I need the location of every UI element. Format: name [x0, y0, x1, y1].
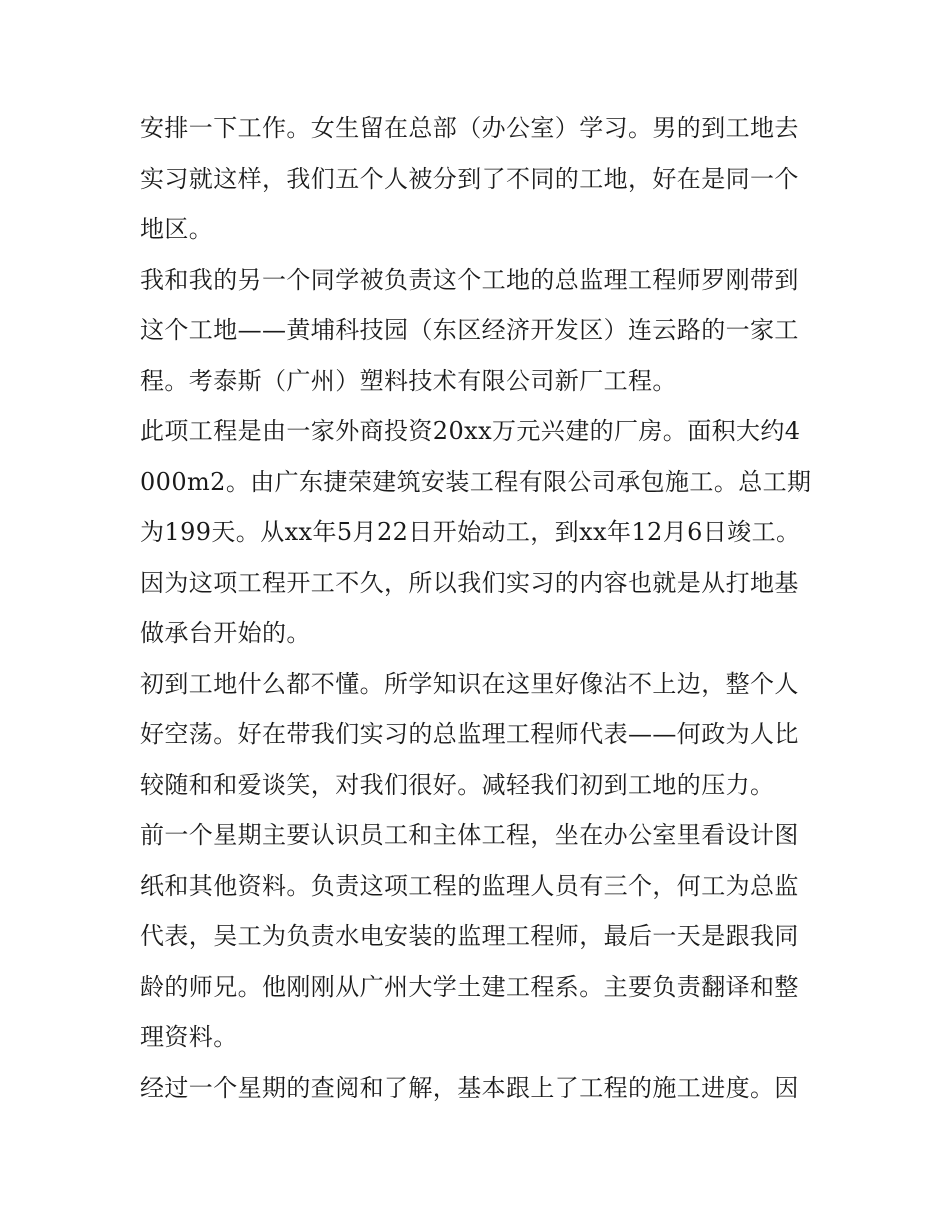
document-body — [140, 103, 812, 1113]
paragraph-first-impressions: 初到工地什么都不懂。所学知识在这里好像沾不上边，整个人好空荡。好在带我们实习的总监理工程师代表——何政为人比较随和和爱谈笑，对我们很好。减轻我们初到工地的压力。 — [140, 669, 799, 799]
paragraph-progress: 经过一个星期的查阅和了解，基本跟上了工程的施工进度。因 — [140, 1073, 799, 1102]
paragraph-first-week: 前一个星期主要认识员工和主体工程，坐在办公室里看设计图纸和其他资料。负责这项工程的监理人员有三个，何工为总监代表，吴工为负责水电安装的监理工程师，最后一天是跟我同龄的师兄。他刚刚从广州大学土建工程系。主要负责翻译和整理资料。 — [140, 821, 799, 1051]
paragraph-site-introduction: 我和我的另一个同学被负责这个工地的总监理工程师罗刚带到这个工地——黄埔科技园（东区经济开发区）连云路的一家工程。考泰斯（广州）塑料技术有限公司新厂工程。 — [140, 265, 799, 395]
paragraph-project-details: 此项工程是由一家外商投资20xx万元兴建的厂房。面积大约4000m2。由广东捷荣建筑安装工程有限公司承包施工。总工期为199天。从xx年5月22日开始动工，到xx年12月6日竣工。因为这项工程开工不久，所以我们实习的内容也就是从打地基做承台开始的。 — [140, 417, 812, 647]
paragraph-work-assignment: 安排一下工作。女生留在总部（办公室）学习。男的到工地去实习就这样，我们五个人被分到了不同的工地，好在是同一个地区。 — [140, 114, 799, 243]
